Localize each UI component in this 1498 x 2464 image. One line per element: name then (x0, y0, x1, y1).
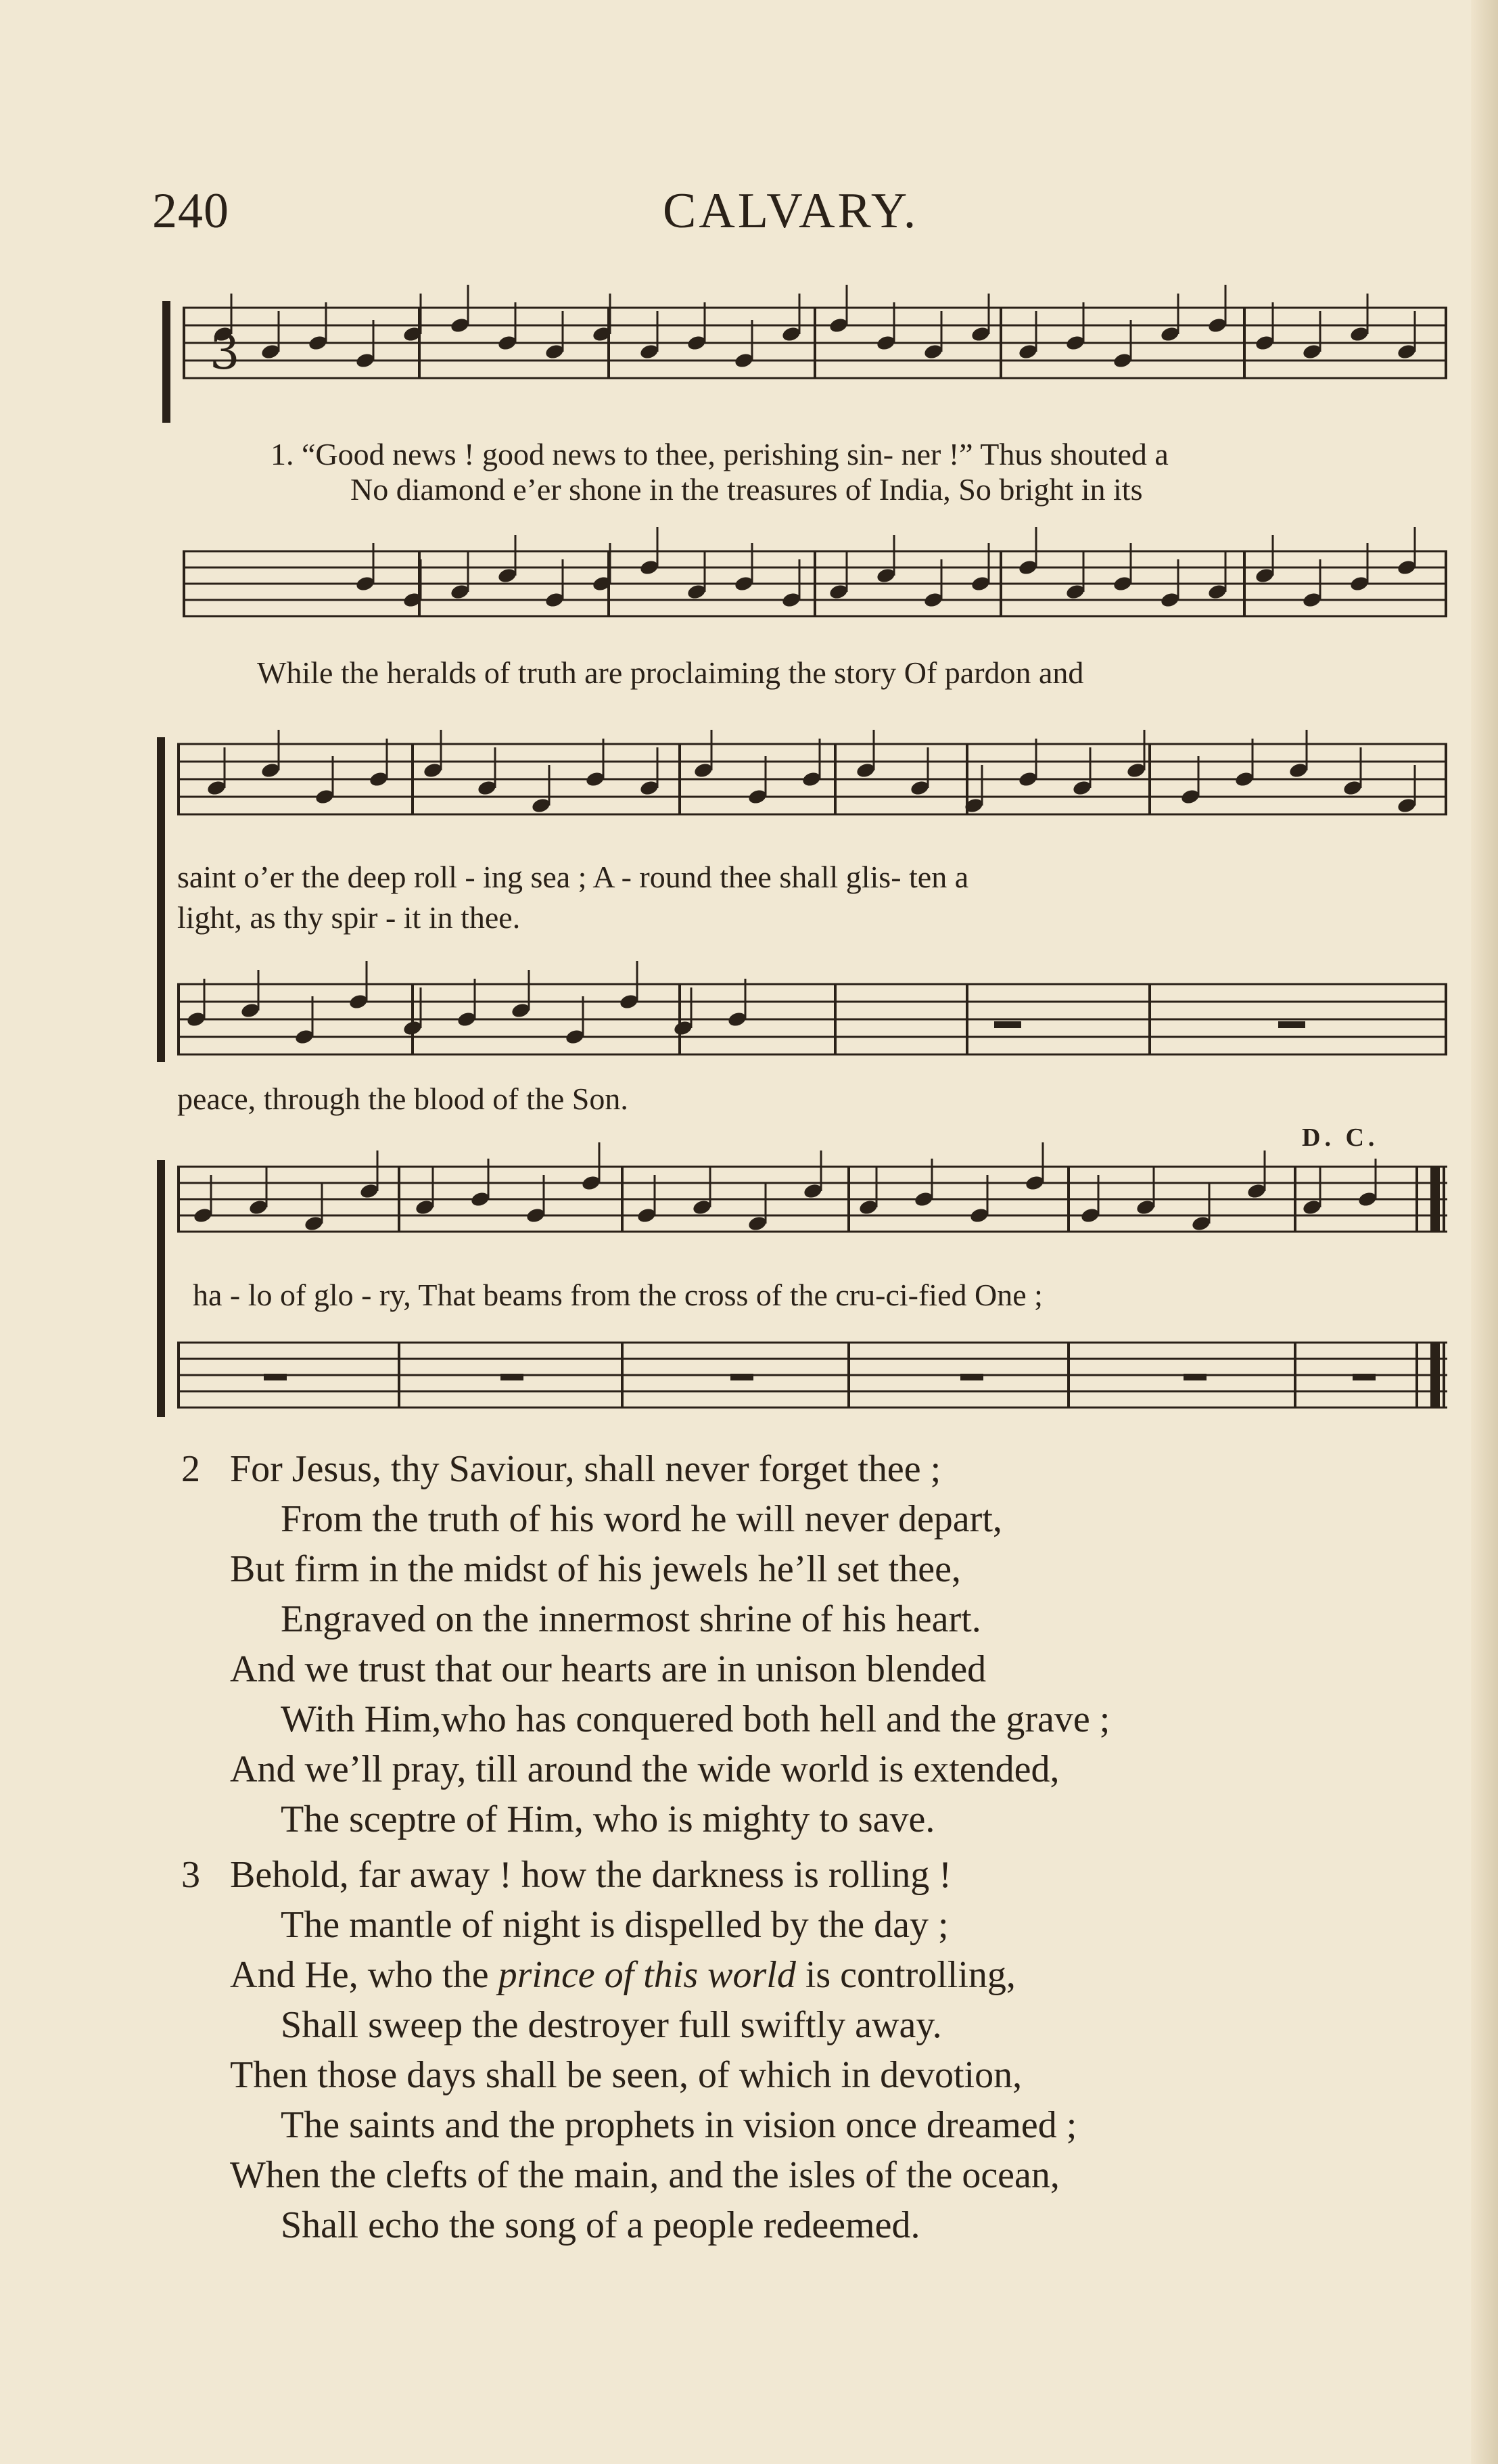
stanza (181, 1444, 1461, 1844)
stanza-line (181, 1850, 1461, 1900)
lyric-verse2-line2: light, as thy spir - it in thee. (177, 900, 521, 935)
stanza-line (230, 1544, 1461, 1594)
da-capo-mark: D. C. (1302, 1123, 1379, 1152)
time-signature: 3 (210, 325, 240, 380)
stanza-line (230, 1900, 1461, 1950)
stanza-line-text: Behold, far away ! how the darkness is rolling ! (230, 1854, 952, 1896)
lyric-verse1-line2: saint o’er the deep roll - ing sea ; A - round thee shall glis- ten a (177, 860, 969, 894)
stanza (181, 1850, 1461, 2250)
stanza-line-text: The mantle of night is dispelled by the day ; (281, 1904, 949, 1946)
stanza-line-text: Engraved on the innermost shrine of his heart. (281, 1598, 981, 1640)
stanza-line (230, 2050, 1461, 2100)
stanza-line (230, 2200, 1461, 2250)
stanza-line (230, 2100, 1461, 2150)
stanza-line-text: For Jesus, thy Saviour, shall never forget thee ; (230, 1448, 941, 1490)
system-3-brace (157, 1160, 165, 1417)
stanza-line (230, 1694, 1461, 1744)
stanza-number: 3 (181, 1854, 200, 1896)
stanza-line-text: And He, who the prince of this world is controlling, (230, 1954, 1016, 1996)
stanza-line (230, 1950, 1461, 2000)
stanza-line-text: Shall sweep the destroyer full swiftly away. (281, 2004, 942, 2046)
stanza-line-text: And we trust that our hearts are in unison blended (230, 1648, 987, 1690)
stanza-line (230, 2150, 1461, 2200)
stanza-line-text: When the clefts of the main, and the isles of the ocean, (230, 2154, 1060, 2196)
stanza-line (230, 1494, 1461, 1544)
stanza-line (230, 1644, 1461, 1694)
staff-3-bass-rest (730, 1374, 753, 1380)
stanza-line-text: Then those days shall be seen, of which in devotion, (230, 2054, 1023, 2096)
lyric-system3: ha - lo of glo - ry, That beams from the cross of the cru-ci-fied One ; (193, 1278, 1043, 1312)
lyric-bass-line2: peace, through the blood of the Son. (177, 1082, 628, 1116)
stanza-line-text: But firm in the midst of his jewels he’ll set thee, (230, 1548, 961, 1590)
stanza-line-text: The sceptre of Him, who is mighty to save. (281, 1798, 935, 1840)
stanza-line (181, 1444, 1461, 1494)
stanza-line-text: The saints and the prophets in vision once dreamed ; (281, 2104, 1077, 2146)
hymn-stanzas (181, 1444, 1461, 2256)
stanza-line (230, 1794, 1461, 1844)
staff-3-bass-rest (264, 1374, 287, 1380)
stanza-line (230, 1594, 1461, 1644)
stanza-line-text: With Him,who has conquered both hell and the grave ; (281, 1698, 1110, 1740)
staff-3-bass-rest (960, 1374, 983, 1380)
final-barline-thick (1430, 1343, 1440, 1408)
stanza-line-text: From the truth of his word he will never depart, (281, 1498, 1002, 1540)
page-number: 240 (152, 183, 229, 239)
stanza-line (230, 2000, 1461, 2050)
staff-3-bass-rest (500, 1374, 523, 1380)
lyric-bass-line1: While the heralds of truth are proclaiming the story Of pardon and (257, 655, 1084, 690)
system-1-brace (162, 301, 170, 423)
stanza-line (230, 1744, 1461, 1794)
staff-2-bass-rest (1278, 1021, 1305, 1028)
staff-3-bass-rest (1353, 1374, 1376, 1380)
lyric-verse1-line1: 1. “Good news ! good news to thee, perishing sin- ner !” Thus shouted a (271, 437, 1169, 471)
stanza-line-text: Shall echo the song of a people redeemed. (281, 2204, 920, 2246)
stanza-line-text: And we’ll pray, till around the wide world is extended, (230, 1748, 1060, 1790)
lyric-verse2-line1: No diamond e’er shone in the treasures of India, So bright in its (350, 472, 1143, 507)
staff-3-bass-rest (1184, 1374, 1207, 1380)
system-2-brace (157, 737, 165, 1062)
staff-2-bass-rest (994, 1021, 1021, 1028)
stanza-number: 2 (181, 1448, 200, 1490)
final-barline-thick (1430, 1167, 1440, 1232)
running-title: CALVARY. (663, 183, 919, 239)
